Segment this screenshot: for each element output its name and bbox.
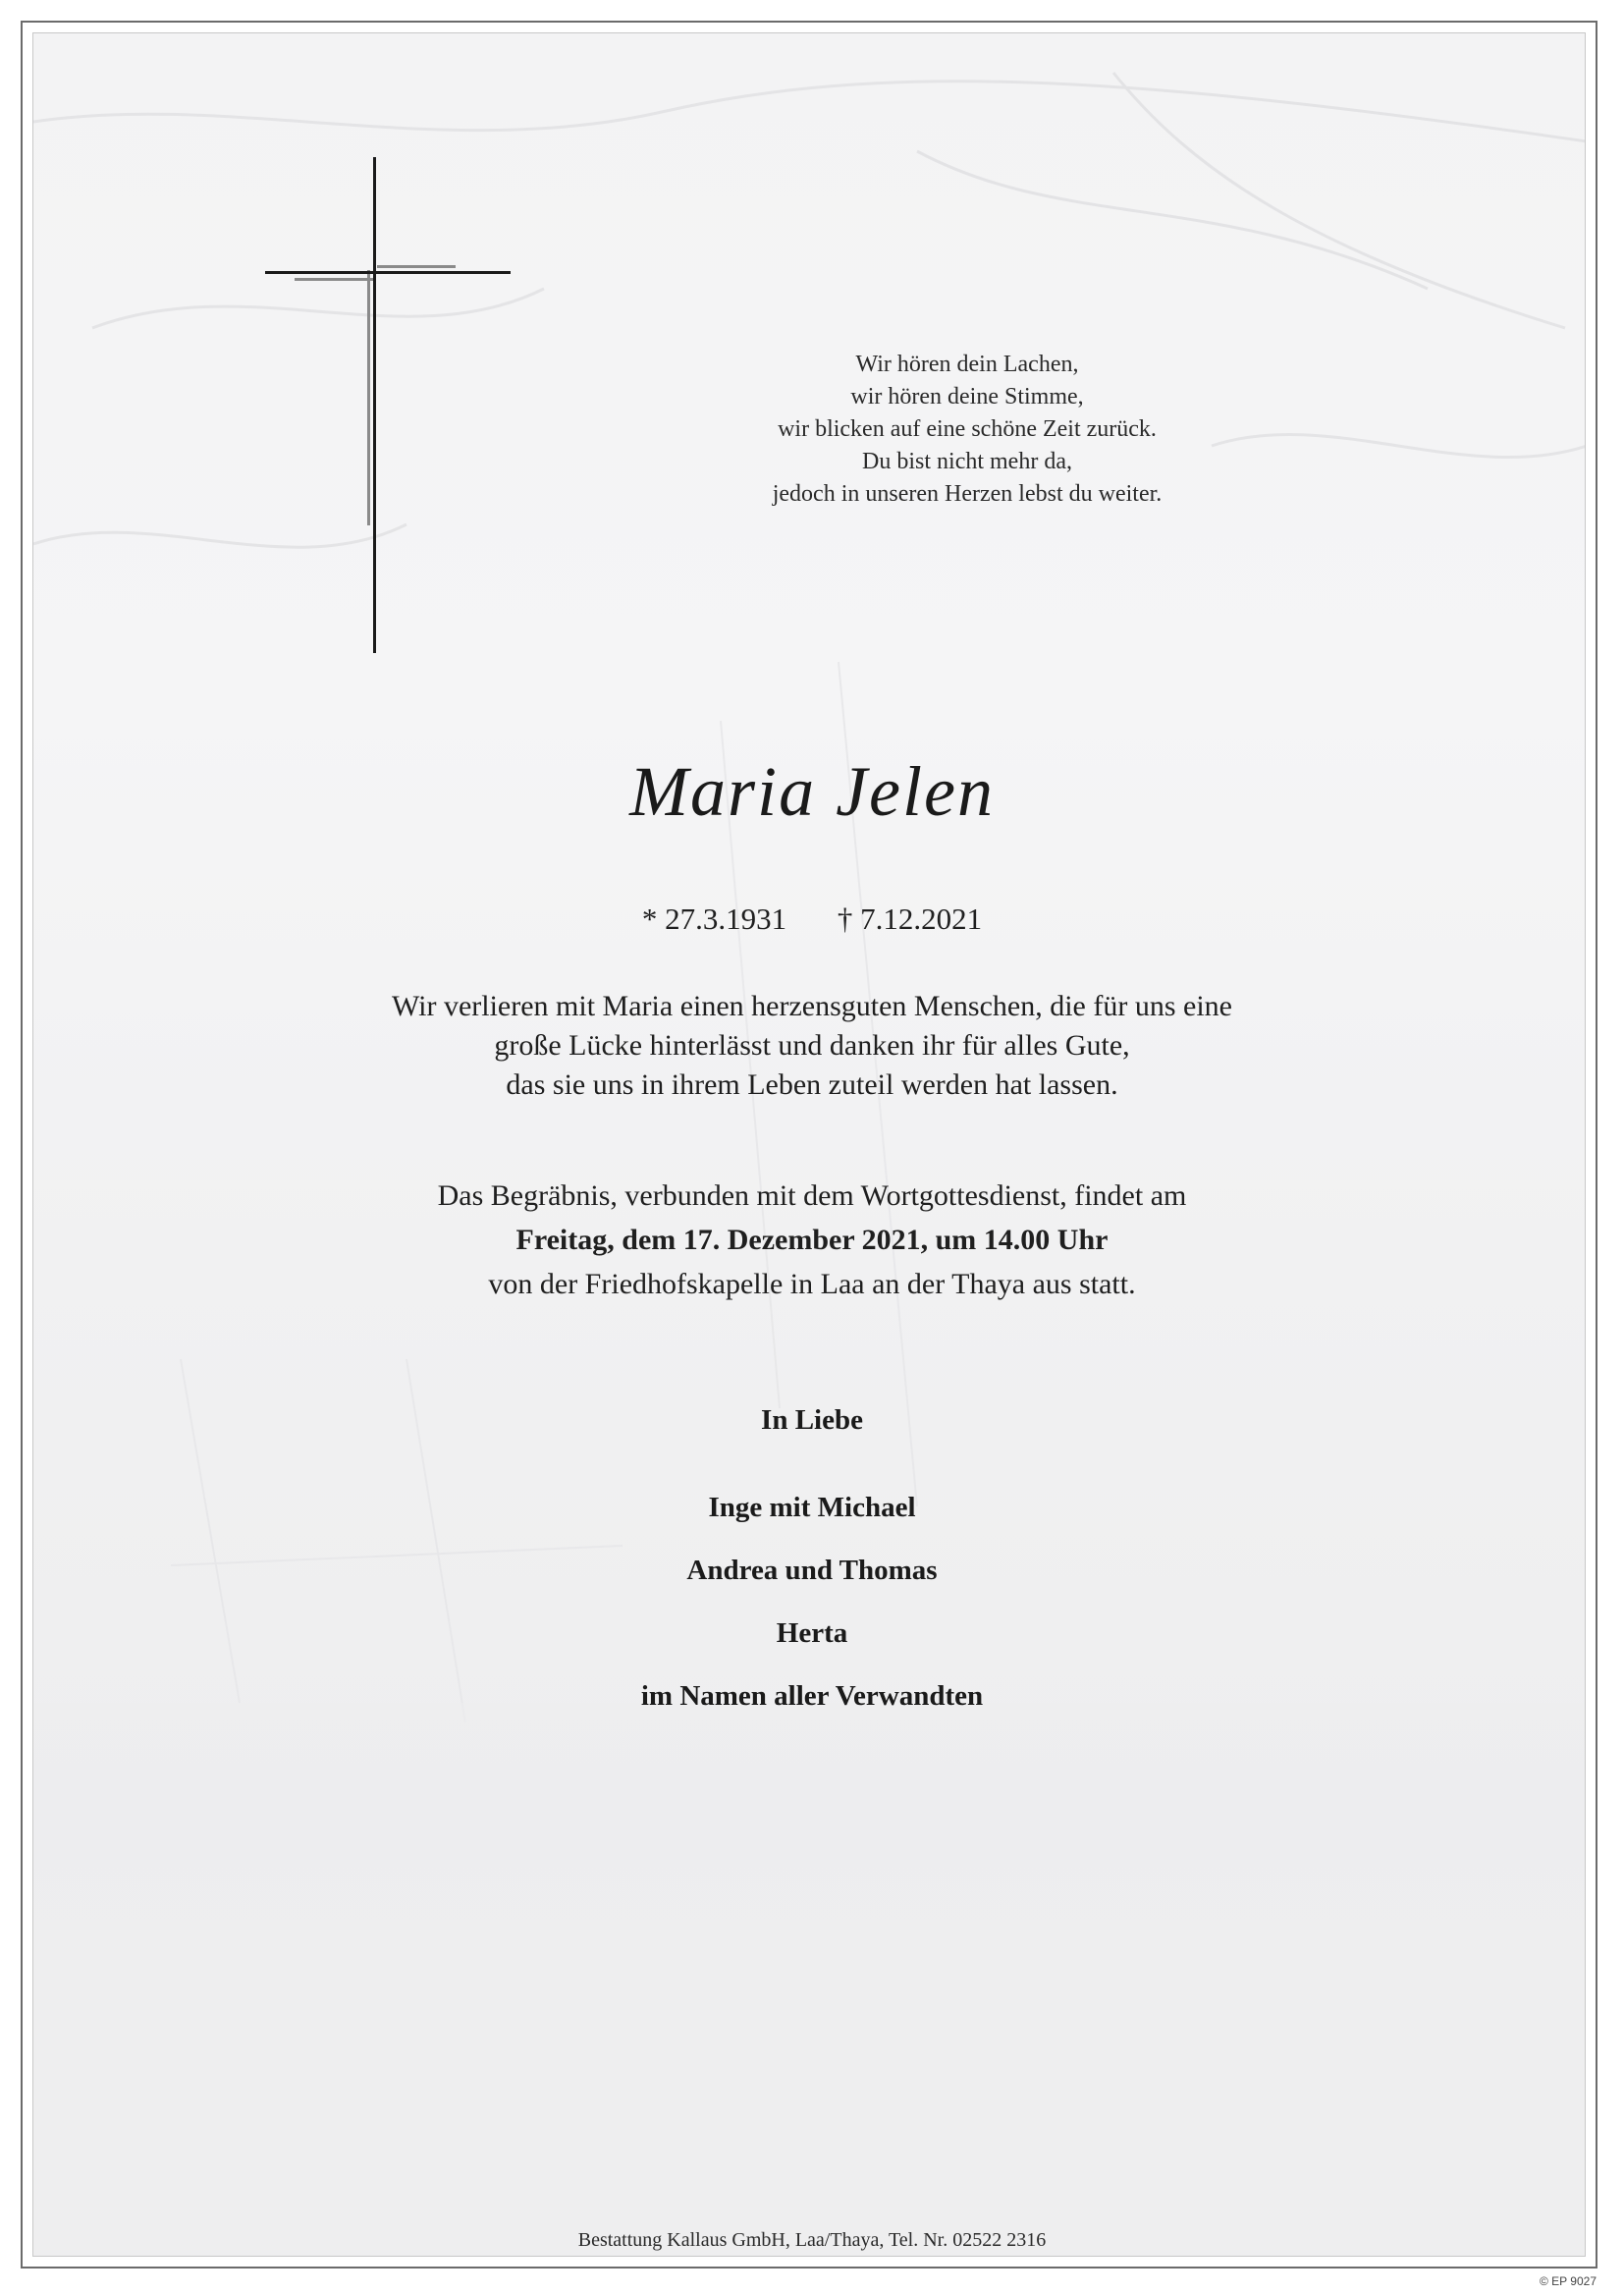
memorial-poem xyxy=(589,349,1345,511)
mourners-list xyxy=(0,1476,1624,1727)
poem-line: wir hören deine Stimme, xyxy=(850,384,1084,410)
deceased-name: Maria Jelen xyxy=(629,752,995,831)
funeral-datetime: Freitag, dem 17. Dezember 2021, um 14.00 Uhr xyxy=(515,1224,1109,1256)
death-date: † 7.12.2021 xyxy=(837,902,983,936)
tribute-line: große Lücke hinterlässt und danken ihr für alles Gute, xyxy=(494,1029,1130,1062)
tribute-text xyxy=(0,987,1624,1105)
funeral-intro: Das Begräbnis, verbunden mit dem Wortgottesdienst, findet am xyxy=(437,1179,1187,1212)
template-code: © EP 9027 xyxy=(1540,2274,1597,2288)
mourners-block xyxy=(0,1404,1624,1727)
cross-icon xyxy=(265,157,520,658)
mourners-greeting: In Liebe xyxy=(761,1404,863,1436)
mourner-name: Andrea und Thomas xyxy=(686,1555,938,1586)
tribute-line: Wir verlieren mit Maria einen herzensguten Menschen, die für uns eine xyxy=(392,990,1232,1022)
mourner-name: Inge mit Michael xyxy=(708,1492,916,1523)
birth-date: * 27.3.1931 xyxy=(641,902,787,936)
tribute-line: das sie uns in ihrem Leben zuteil werden hat lassen. xyxy=(506,1068,1118,1101)
funeral-location: von der Friedhofskapelle in Laa an der Thaya aus statt. xyxy=(488,1268,1136,1300)
poem-line: wir blicken auf eine schöne Zeit zurück. xyxy=(778,416,1157,442)
poem-line: jedoch in unseren Herzen lebst du weiter. xyxy=(772,481,1163,507)
poem-line: Wir hören dein Lachen, xyxy=(855,352,1079,377)
life-dates xyxy=(0,902,1624,937)
poem-line: Du bist nicht mehr da, xyxy=(862,449,1072,474)
funeral-details xyxy=(0,1174,1624,1306)
mourner-name: im Namen aller Verwandten xyxy=(640,1680,984,1712)
mourner-name: Herta xyxy=(776,1617,848,1649)
undertaker-footer: Bestattung Kallaus GmbH, Laa/Thaya, Tel. Nr. 02522 2316 xyxy=(577,2229,1047,2251)
